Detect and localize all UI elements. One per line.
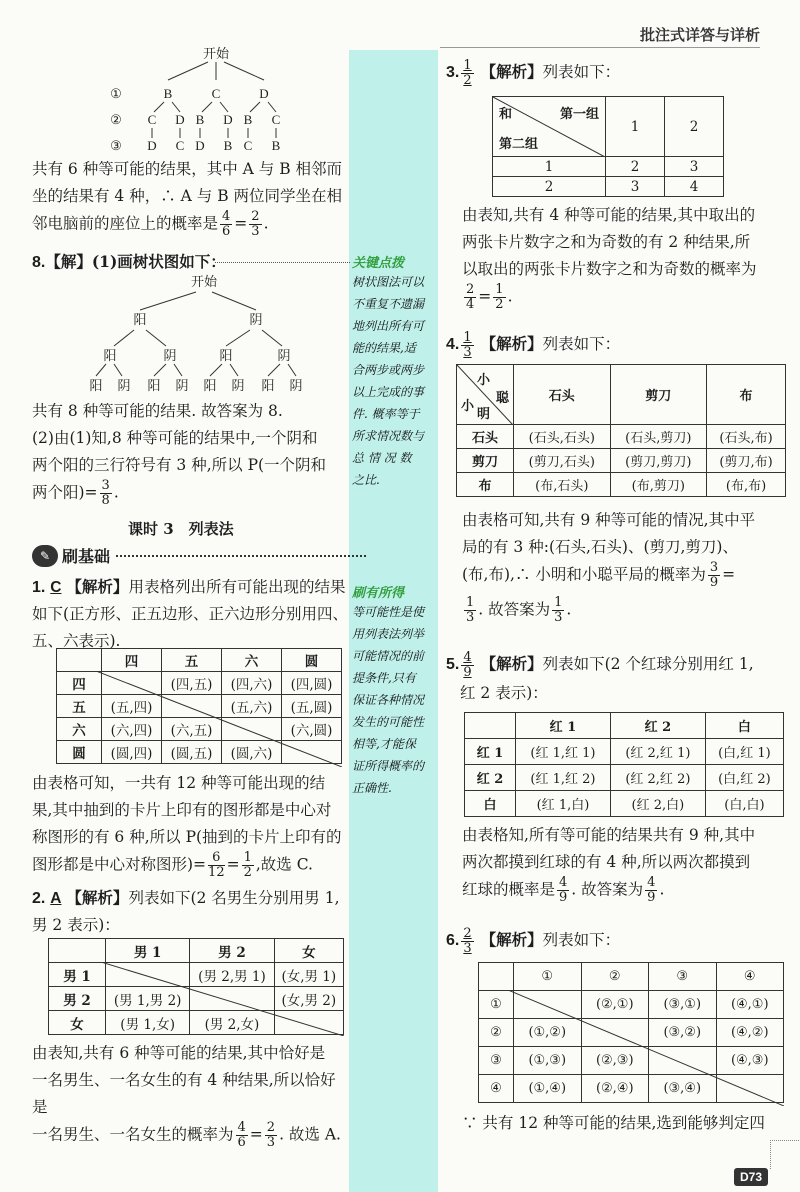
answer-fraction: $\frac{2}{3}$ — [463, 925, 472, 956]
tree-node: 阴 — [231, 378, 245, 393]
text-line: (2)由(1)知,8 种等可能的结果中,一个阴和 — [32, 429, 318, 447]
tree-node: B — [163, 86, 173, 101]
q3-heading: 3. $\frac{1}{2}$ 【解析】列表如下： — [446, 57, 621, 88]
answer-fraction: $\frac{4}{9}$ — [463, 649, 472, 680]
text-line: 1. C 【解析】用表格列出所有可能出现的结果 — [32, 577, 346, 596]
text-line: $\frac{1}{3}$ . 故答案为 $\frac{1}{3}$ . — [466, 595, 572, 625]
page-header-title: 批注式详答与详析 — [640, 26, 761, 44]
text-line: 5. $\frac{4}{9}$ 【解析】列表如下(2 个红球分别用红 1, — [446, 649, 754, 680]
text-line: (布,布),∴ 小明和小聪平局的概率为 $\frac{3}{9}$ = — [462, 560, 736, 590]
q2-block — [32, 884, 350, 939]
tree-node: B — [195, 112, 205, 127]
text-line: 2. A 【解析】列表如下(2 名男生分别用男 1, — [32, 888, 340, 907]
q8-tree-diagram — [80, 272, 320, 394]
tree-root: 开始 — [190, 274, 218, 289]
top-explanation — [32, 156, 350, 239]
row-label: ① — [110, 86, 122, 101]
text-line: $\frac{2}{4}$ = $\frac{1}{2}$ . — [466, 282, 513, 312]
tree-node: 阳 — [261, 378, 275, 393]
text-line: 一名男生、一名女生的有 4 种结果,所以恰好是 — [32, 1071, 336, 1116]
q3-table: 和 第一组 第二组 1 2 1 2 3 2 3 4 — [492, 96, 724, 197]
tree-node: C — [175, 138, 185, 153]
tree-node: 阴 — [117, 378, 131, 393]
text-line: 五、六表示). — [32, 632, 121, 650]
fraction: $\frac{3}{8}$ — [101, 478, 110, 508]
text-line: 称图形的有 6 种,所以 P(抽到的卡片上印有的 — [32, 828, 342, 846]
callout-leader — [215, 262, 350, 263]
q2-diagonal — [101, 962, 344, 1036]
q8-heading: 8.【解】(1)画树状图如下： — [32, 252, 226, 271]
text-line: 两次都摸到红球的有 4 种,所以两次都摸到 — [462, 853, 751, 871]
text-line: 共有 8 种等可能的结果. 故答案为 8. — [32, 402, 283, 420]
tree-node: 阳 — [147, 378, 161, 393]
tree-node: 阴 — [249, 312, 263, 327]
tree-node: D — [147, 138, 157, 153]
q4-heading: 4. $\frac{1}{3}$ 【解析】列表如下： — [446, 329, 621, 360]
top-tree-diagram — [100, 42, 340, 154]
tree-node: 阳 — [133, 312, 147, 327]
answer-fraction: $\frac{1}{2}$ — [463, 57, 472, 88]
tree-node: B — [271, 138, 281, 153]
q6-heading: 6. $\frac{2}{3}$ 【解析】列表如下： — [446, 925, 621, 956]
tree-node: 阴 — [175, 378, 189, 393]
q3-corner-cell: 和 第一组 第二组 — [493, 97, 606, 157]
brush-icon: ✎ — [32, 545, 58, 567]
q5-table: 红 1 红 2 白 红 1 (红 1,红 1) (红 2,红 1) (白,红 1) 红 2 (红 1,红 2) (红 2,红 2) (白,红 2) 白 (红 1,白) (红 2,白) (白,白) — [464, 712, 784, 817]
row-label: ③ — [110, 138, 122, 153]
q5-block — [446, 650, 786, 707]
tree-node: C — [211, 86, 221, 101]
fraction: $\frac{2}{3}$ — [251, 209, 260, 239]
q5-answer — [462, 822, 790, 905]
tree-node: C — [271, 112, 281, 127]
q6-diagonal — [508, 990, 784, 1106]
q2-answer — [32, 1040, 350, 1150]
tree-node: C — [243, 138, 253, 153]
side-note-1: 关键点拨 树状图法可以 不重复不遗漏 地列出所有可 能的结果,适 合两步或两步 以上完成的事 件. 概率等于 所求情况数与 总 情 况 数 之比. — [352, 252, 436, 491]
text-line: 由表知,共有 6 种等可能的结果,其中恰好是 — [32, 1044, 326, 1062]
tree-node: D — [223, 112, 233, 127]
header-rule — [440, 47, 760, 48]
tree-node: B — [243, 112, 253, 127]
tree-node: C — [147, 112, 157, 127]
q1-answer — [32, 770, 350, 880]
text-line: 两个阳的三行符号有 3 种,所以 P(一个阴和 — [32, 456, 327, 474]
q4-corner-cell: 小 聪 小 明 — [457, 365, 514, 425]
side-note-2: 刷有所得 等可能性是使 用列表法列举 可能情况的前 提条件,只有 保证各种情况 发生的可能性 相等,才能保 证所得概率的 正确性. — [352, 582, 436, 799]
text-line: 如下(正方形、正五边形、正六边形分别用四、 — [32, 605, 349, 623]
tree-node: D — [175, 112, 185, 127]
text-line: 一名男生、一名女生的概率为 $\frac{4}{6}$ = $\frac{2}{3}$ . 故选 A. — [32, 1120, 341, 1150]
text-line: 两张卡片数字之和为奇数的有 2 种结果,所 — [462, 233, 751, 251]
page-number: D73 — [734, 1168, 768, 1186]
q4-answer — [462, 507, 790, 625]
side-note-body: 等可能性是使 用列表法列举 可能情况的前 提条件,只有 保证各种情况 发生的可能性 相等,才能保 证所得概率的 正确性. — [352, 605, 425, 795]
text-line: 图形都是中心对称图形)= $\frac{6}{12}$ = $\frac{1}{2}$ ,故选 C. — [32, 850, 313, 880]
q2-table: 男 1 男 2 女 男 1 (男 2,男 1) (女,男 1) 男 2 (男 1,男 2) (女,男 2) 女 (男 1,女) (男 2,女) — [48, 938, 344, 1035]
q1-block — [32, 573, 350, 655]
tree-node: B — [223, 138, 233, 153]
tree-node: 阴 — [163, 348, 177, 363]
q6-table: ① ② ③ ④ ① (②,①) (③,①) (④,①) ② (①,②) (③,②) (④,②) ③ (①,③) (②,③) (④,③) ④ (①,④) (②,④) (③,④) — [478, 962, 784, 1103]
text-line: 由表格可知，一共有 12 种等可能出现的结 — [32, 774, 326, 792]
tree-node: 阴 — [289, 378, 303, 393]
side-note-body: 树状图法可以 不重复不遗漏 地列出所有可 能的结果,适 合两步或两步 以上完成的事 件. 概率等于 所求情况数与 总 情 况 数 之比. — [352, 275, 425, 487]
text-line: 由表格知,所有等可能的结果共有 9 种,其中 — [462, 826, 756, 844]
q3-answer — [462, 202, 782, 312]
tree-node: 阳 — [89, 378, 103, 393]
text-line: 红球的概率是 $\frac{4}{9}$ . 故答案为 $\frac{4}{9}$ . — [462, 875, 665, 905]
q1-diagonal — [96, 671, 342, 767]
text-line: 两个阳)= $\frac{3}{8}$ . — [32, 478, 119, 508]
text-line: 果,其中抽到的卡片上印有的图形都是中心对 — [32, 801, 332, 819]
q1-table: 四 五 六 圆 四 (四,五) (四,六) (四,圆) 五 (五,四) (五,六) (五,圆) 六 (六,四) (六,五) (六,圆) 圆 (圆,四) (圆,五) (圆,六) — [56, 648, 342, 764]
text-line: 以取出的两张卡片数字之和为奇数的概率为 — [462, 260, 757, 278]
text-line: 男 2 表示)： — [32, 916, 120, 934]
tree-node: D — [195, 138, 205, 153]
q4-table: 小 聪 小 明 石头 剪刀 布 石头 (石头,石头) (石头,剪刀) (石头,布) 剪刀 (剪刀,石头) (剪刀,剪刀) (剪刀,布) 布 (布,石头) (布,剪刀) (布,布) — [456, 364, 786, 497]
tree-node: 阴 — [277, 348, 291, 363]
tree-node: 阳 — [219, 348, 233, 363]
text-line: 红 2 表示)： — [460, 683, 548, 702]
dotted-rule — [116, 555, 366, 557]
q8-answer — [32, 398, 350, 508]
fraction: $\frac{4}{6}$ — [222, 209, 231, 239]
corner-marker — [770, 1140, 799, 1169]
text-line: 局的有 3 种:(石头,石头)、(剪刀,剪刀)、 — [462, 538, 738, 556]
text-line: 由表格可知,共有 9 种等可能的情况,其中平 — [462, 511, 756, 529]
text-line: 由表知,共有 4 种等可能的结果,其中取出的 — [462, 206, 756, 224]
tree-node: 阳 — [103, 348, 117, 363]
section-badge: ✎ 刷基础 — [32, 544, 366, 567]
answer-fraction: $\frac{1}{3}$ — [463, 329, 472, 360]
lesson-title: 课时 3 列表法 — [128, 520, 234, 538]
text-line: 邻电脑前的座位上的概率是 $\frac{4}{6}$ = $\frac{2}{3}$ . — [32, 209, 269, 239]
tree-node: 阳 — [203, 378, 217, 393]
row-label: ② — [110, 112, 122, 127]
q6-answer: ∵ 共有 12 种等可能的结果,选到能够判定四 — [462, 1114, 765, 1132]
text-line: 坐的结果有 4 种，∴ A 与 B 两位同学坐在相 — [32, 187, 343, 205]
tree-node: D — [259, 86, 269, 101]
text-line: 共有 6 种等可能的结果，其中 A 与 B 相邻而 — [32, 160, 343, 178]
tree-root: 开始 — [202, 46, 230, 61]
